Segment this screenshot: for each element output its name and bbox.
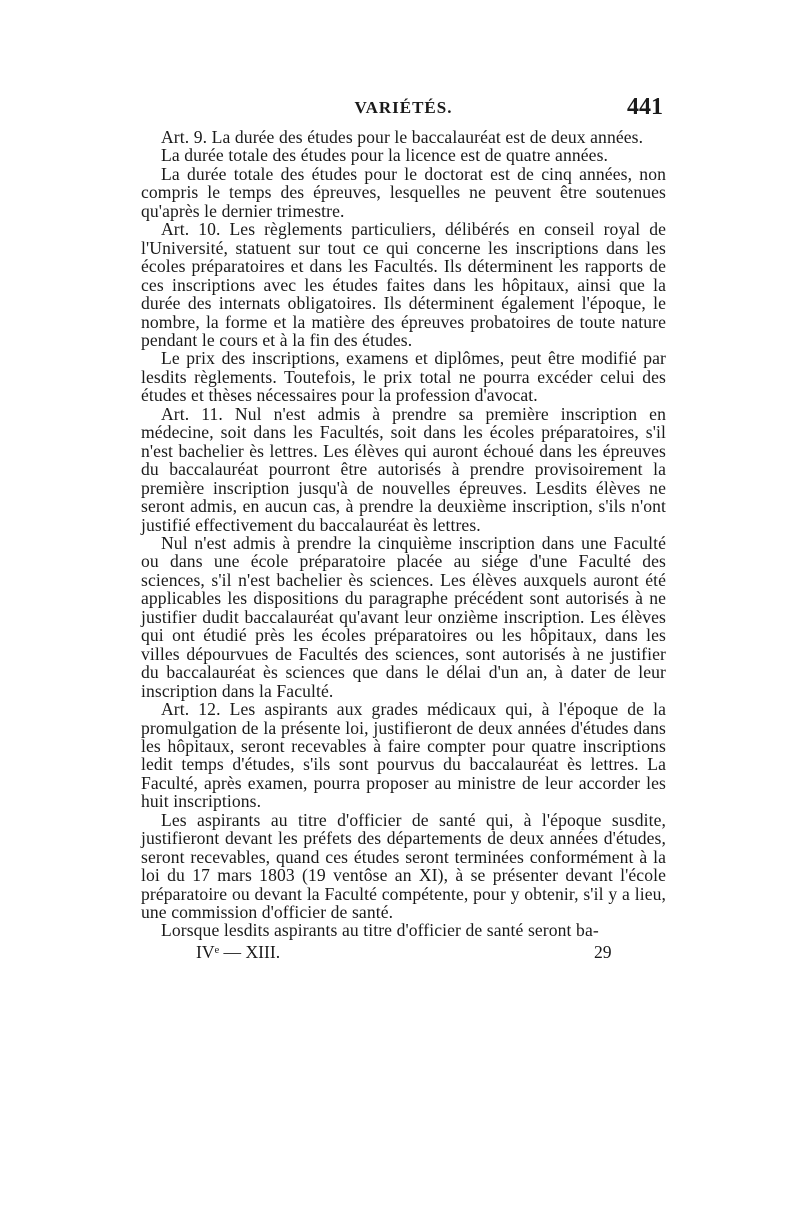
running-title: VARIÉTÉS. — [354, 98, 453, 117]
paragraph-prix: Le prix des inscriptions, examens et diplômes, peut être modifié par lesdits règlements. Toutefois, le prix total ne pourra excéder celui des études et thèses nécessaires pour la profession d'avocat. — [141, 348, 666, 406]
page-number: 441 — [627, 94, 663, 120]
paragraph-art-9: Art. 9. La durée des études pour le baccalauréat est de deux années. — [161, 127, 644, 147]
signature-mark: IVᵉ — XIII. — [196, 941, 281, 962]
paragraph-art-11: Art. 11. Nul n'est admis à prendre sa première inscription en médecine, soit dans les Facultés, soit dans les écoles préparatoires, s'il n'est bachelier ès lettres. Les élèves qui auront échoué dans les épreuves du baccalauréat pourront être autorisés à prendre provisoirement la première inscription jusqu'à de nouvelles épreuves. Lesdits élèves ne seront admis, en aucun cas, à prendre la deuxième inscription, s'ils n'ont justifié effectivement du baccalauréat ès lettres. — [141, 403, 666, 535]
paragraph-art-12: Art. 12. Les aspirants aux grades médicaux qui, à l'époque de la promulgation de la présente loi, justifieront de deux années d'études dans les hôpitaux, seront recevables à faire compter pour quatre inscriptions ledit temps d'études, s'ils sont pourvus du baccalauréat ès lettres. La Faculté, après examen, pourra proposer au ministre de leur accorder les huit inscriptions. — [141, 699, 666, 812]
book-page — [141, 96, 666, 966]
paragraph-officier-de-sante: Les aspirants au titre d'officier de santé qui, à l'époque susdite, justifieront devant les préfets des départements de deux années d'études, seront recevables, quand ces études seront terminées conformément à la loi du 17 mars 1803 (19 ventôse an XI), à se présenter devant l'école préparatoire ou devant la Faculté compétente, pour y obtenir, s'il y a lieu, une commission d'officier de santé. — [141, 809, 666, 923]
sheet-number: 29 — [594, 941, 612, 962]
body-text — [141, 128, 666, 940]
paragraph-doctorat: La durée totale des études pour le doctorat est de cinq années, non compris le temps des épreuves, lesquelles ne peuvent être soutenues qu'après le dernier trimestre. — [141, 163, 666, 221]
paragraph-continued: Lorsque lesdits aspirants au titre d'officier de santé seront ba- — [161, 920, 599, 941]
page-header — [141, 96, 666, 128]
page-footer — [141, 942, 666, 966]
paragraph-art-10: Art. 10. Les règlements particuliers, délibérés en conseil royal de l'Université, statuent sur tout ce qui concerne les inscriptions dans les écoles préparatoires et dans les Facultés. Ils déterminent les rapports de ces inscriptions avec les études faites dans les hôpitaux, ainsi que la durée des internats obligatoires. Ils déterminent également l'époque, le nombre, la forme et la matière des épreuves probatoires de toute nature pendant le cours et à la fin des études. — [141, 219, 666, 350]
paragraph-cinquieme-inscription: Nul n'est admis à prendre la cinquième inscription dans une Faculté ou dans une école préparatoire placée au siége d'une Faculté des sciences, s'il n'est bachelier ès sciences. Les élèves auxquels auront été applicables les dispositions du paragraphe précédent sont autorisés à ne justifier dudit baccalauréat qu'avant leur onzième inscription. Les élèves qui ont étudié près les écoles préparatoires ou les hôpitaux, dans les villes dépourvues de Facultés des sciences, sont autorisés à ne justifier du baccalauréat ès sciences que dans le délai d'un an, à dater de leur inscription dans la Faculté. — [141, 532, 666, 701]
paragraph-licence: La durée totale des études pour la licence est de quatre années. — [161, 145, 609, 166]
